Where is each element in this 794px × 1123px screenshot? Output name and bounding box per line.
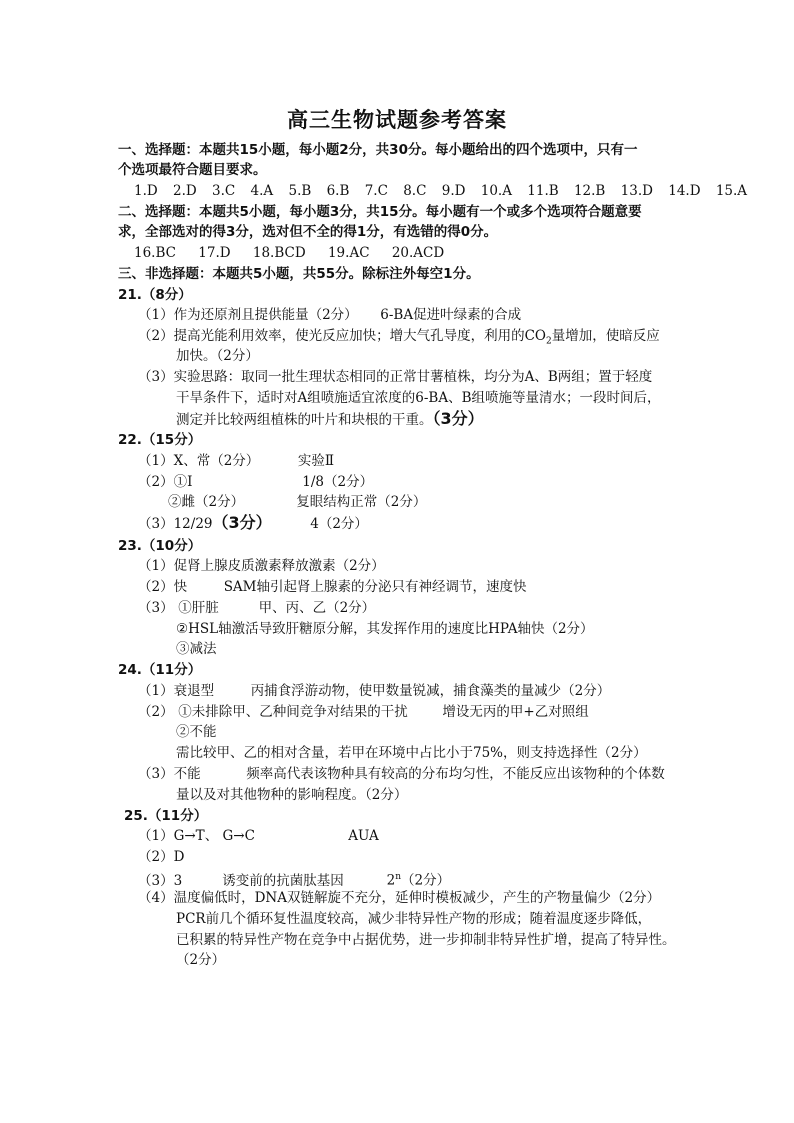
q23-line2 bbox=[138, 577, 674, 597]
q21-answer-1a: （1）作为还原剂且提供能量（2分） bbox=[138, 307, 358, 323]
q22-answer-1a: （1）X、常（2分） bbox=[138, 453, 260, 469]
q23-answer-3c: 甲、丙、乙（2分） bbox=[258, 600, 376, 616]
q24-answer-5a: （3）不能 bbox=[138, 766, 201, 782]
section2-heading-line2: 求，全部选对的得3分，选对但不全的得1分，有选错的得0分。 bbox=[118, 224, 498, 240]
q21-line3c bbox=[176, 409, 674, 430]
section2-heading-line1: 二、选择题：本题共5小题，每小题3分，共15分。每小题有一个或多个选项符合题意要 bbox=[118, 204, 642, 220]
answer-item: 2.D bbox=[173, 183, 197, 199]
q23-line3 bbox=[138, 598, 674, 618]
q22-line2 bbox=[138, 472, 674, 492]
answer-item: 18.BCD bbox=[252, 245, 306, 261]
answer-item: 12.B bbox=[573, 183, 606, 199]
answer-item: 11.B bbox=[527, 183, 559, 199]
q22-line4 bbox=[138, 513, 674, 534]
q21-line2b: 加快。（2分） bbox=[176, 348, 259, 364]
q24-answer-2c: 增设无丙的甲+乙对照组 bbox=[442, 704, 589, 720]
q24-answer-2a: （2） bbox=[138, 704, 174, 720]
q21-line3a: （3）实验思路：取同一批生理状态相同的正常甘薯植株，均分为A、B两组；置于轻度 bbox=[138, 369, 653, 385]
q22-answer-1b: 实验Ⅱ bbox=[297, 453, 335, 469]
q25-line2: （2）D bbox=[138, 849, 185, 865]
q22-answer-4a: （3）12/29 bbox=[138, 516, 213, 532]
q21-answer-3c: 测定并比较两组植株的叶片和块根的干重。 bbox=[176, 412, 433, 428]
q23-answer-2a: （2）快 bbox=[138, 579, 188, 595]
q23-line1: （1）促肾上腺皮质激素释放激素（2分） bbox=[138, 558, 385, 574]
q24-answer-1a: （1）衰退型 bbox=[138, 683, 215, 699]
q23-line5: ③减法 bbox=[176, 641, 217, 657]
answer-item: 20.ACD bbox=[391, 245, 445, 261]
q22-line1 bbox=[138, 451, 674, 471]
q25-answer-3c: 2 bbox=[386, 872, 396, 889]
q23-answer-3a: （3） bbox=[138, 600, 174, 616]
answer-item: 17.D bbox=[198, 245, 231, 261]
q23-answer-3b: ①肝脏 bbox=[178, 600, 219, 616]
section2-answers bbox=[134, 243, 674, 263]
q23-answer-2b: SAM轴引起肾上腺素的分泌只有神经调节，速度快 bbox=[223, 579, 527, 595]
section1-heading-line1: 一、选择题：本题共15小题，每小题2分，共30分。每小题给出的四个选项中，只有一 bbox=[118, 142, 638, 158]
q25-line4: （4）温度偏低时，DNA双链解旋不充分，延伸时模板减少，产生的产物量偏少（2分） bbox=[138, 890, 661, 906]
q25-line3 bbox=[138, 867, 674, 891]
q21-score-3: （3分） bbox=[432, 409, 484, 428]
q24-answer-1b: 丙捕食浮游动物，使甲数量锐减，捕食藻类的量减少（2分） bbox=[250, 683, 611, 699]
page-title: 高三生物试题参考答案 bbox=[287, 108, 507, 132]
q21-answer-2-text: （2）提高光能利用效率，使光反应加快；增大气孔导度，利用的CO bbox=[138, 328, 546, 344]
q22-score-3: （3分） bbox=[212, 513, 272, 532]
q24-line4: 需比较甲、乙的相对含量，若甲在环境中占比小于75%，则支持选择性（2分） bbox=[176, 745, 647, 761]
q25-answer-3b: 诱变前的抗菌肽基因 bbox=[222, 872, 344, 889]
q24-answer-2b: ①未排除甲、乙种间竞争对结果的干扰 bbox=[178, 704, 408, 720]
q25-heading: 25.（11分） bbox=[124, 808, 208, 824]
section1-answers bbox=[134, 181, 748, 201]
answer-item: 4.A bbox=[250, 183, 274, 199]
q24-answer-5b: 频率高代表该物种具有较高的分布均匀性，不能反应出该物种的个体数 bbox=[246, 766, 665, 782]
q22-answer-3b: 复眼结构正常（2分） bbox=[296, 494, 427, 510]
q25-line5: PCR前几个循环复性温度较高，减少非特异性产物的形成；随着温度逐步降低， bbox=[176, 911, 652, 927]
q25-answer-1a: （1）G→T、 G→C bbox=[138, 828, 255, 844]
q23-line4: ②HSL轴激活导致肝糖原分解，其发挥作用的速度比HPA轴快（2分） bbox=[176, 621, 594, 637]
q23-heading: 23.（10分） bbox=[118, 538, 202, 554]
answer-item: 13.D bbox=[620, 183, 653, 199]
q24-line6: 量以及对其他物种的影响程度。（2分） bbox=[176, 787, 408, 803]
exponent-n: n bbox=[395, 872, 401, 882]
answer-item: 5.B bbox=[288, 183, 312, 199]
answer-item: 8.C bbox=[403, 183, 427, 199]
q22-answer-3a: ②雌（2分） bbox=[168, 494, 245, 510]
q24-line1 bbox=[138, 681, 674, 701]
q21-heading: 21.（8分） bbox=[118, 287, 192, 303]
q25-answer-3a: （3）3 bbox=[138, 872, 183, 889]
q25-line1 bbox=[138, 826, 674, 846]
q21-line1 bbox=[138, 305, 674, 325]
answer-item: 14.D bbox=[668, 183, 701, 199]
q25-answer-1b: AUA bbox=[348, 828, 379, 844]
q22-answer-4b: 4（2分） bbox=[310, 516, 368, 532]
answer-item: 1.D bbox=[134, 183, 158, 199]
q21-answer-1b: 6-BA促进叶绿素的合成 bbox=[380, 307, 522, 323]
q22-heading: 22.（15分） bbox=[118, 432, 202, 448]
q22-answer-2b: 1/8（2分） bbox=[302, 474, 374, 490]
q24-line2 bbox=[138, 702, 674, 722]
q22-line3 bbox=[168, 492, 674, 512]
section3-heading: 三、非选择题：本题共5小题，共55分。除标注外每空1分。 bbox=[118, 266, 480, 282]
section1-heading-line2: 个选项最符合题目要求。 bbox=[118, 162, 267, 178]
answer-item: 16.BC bbox=[134, 245, 176, 261]
answer-item: 9.D bbox=[441, 183, 466, 199]
q24-line5 bbox=[138, 764, 674, 784]
answer-item: 3.C bbox=[212, 183, 236, 199]
q21-line3b: 干旱条件下，适时对A组喷施适宜浓度的6-BA、B组喷施等量清水；一段时间后， bbox=[176, 390, 661, 406]
q25-line6: 已积累的特异性产物在竞争中占据优势，进一步抑制非特异性扩增，提高了特异性。 bbox=[176, 932, 676, 948]
q25-line7: （2分） bbox=[176, 952, 226, 968]
answer-item: 19.AC bbox=[327, 245, 370, 261]
q25-score-3c: （2分） bbox=[400, 872, 451, 889]
answer-item: 15.A bbox=[715, 183, 748, 199]
answer-item: 10.A bbox=[480, 183, 512, 199]
q21-answer-2-text-end: 量增加，使暗反应 bbox=[551, 328, 660, 344]
q24-line3: ②不能 bbox=[176, 724, 217, 740]
q24-heading: 24.（11分） bbox=[118, 662, 202, 678]
co2-subscript: 2 bbox=[546, 336, 552, 347]
answer-item: 6.B bbox=[326, 183, 350, 199]
answer-item: 7.C bbox=[364, 183, 388, 199]
q22-answer-2a: （2）①Ⅰ bbox=[138, 474, 193, 490]
